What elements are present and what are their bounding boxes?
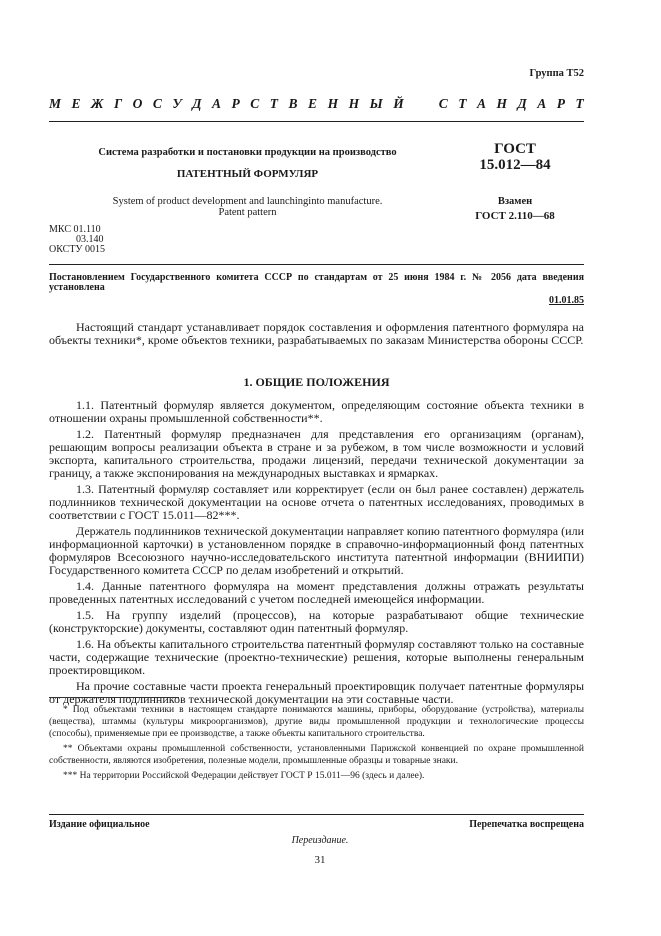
- heading-letter: Й: [393, 96, 404, 111]
- official-edition-label: Издание официальное: [49, 819, 150, 830]
- heading-letter: С: [152, 96, 162, 111]
- header-rule: [49, 121, 584, 122]
- group-code: Группа Т52: [529, 68, 584, 79]
- footnotes: [49, 704, 584, 785]
- standard-type-heading: [49, 96, 584, 112]
- heading-letter: М: [49, 96, 62, 111]
- heading-letter: С: [438, 96, 448, 111]
- heading-gap: [414, 96, 428, 112]
- gost-code-number: 15.012—84: [479, 157, 551, 173]
- replaces-label: Взамен: [497, 196, 533, 207]
- heading-letter: У: [172, 96, 182, 111]
- heading-letter: Е: [308, 96, 318, 111]
- paragraph: 1.5. На группу изделий (процессов), на которые разрабатывают общие технические (конструкторские) документы, составляют один патентный формуляр.: [49, 608, 584, 635]
- heading-letter: С: [250, 96, 260, 111]
- footnote: * Под объектами техники в настоящем стандарте понимаются машины, приборы, оборудование (устройства), материалы (вещества), штаммы (культуры микроорганизмов), другие виды промышленной продукции и технологические процессы (способы), применяемые при ее производстве, а также объекты капитального строительства.: [49, 705, 584, 739]
- effective-date: 01.01.85: [549, 295, 584, 306]
- footnote: *** На территории Российской Федерации действует ГОСТ Р 15.011—96 (здесь и далее).: [63, 771, 425, 781]
- heading-letter: Е: [71, 96, 81, 111]
- standard-name-ru: ПАТЕНТНЫЙ ФОРМУЛЯР: [176, 168, 319, 180]
- heading-letter: Р: [556, 96, 565, 111]
- heading-letter: В: [288, 96, 298, 111]
- heading-letter: Р: [231, 96, 240, 111]
- footer-rule: [49, 814, 584, 815]
- decree-rule: [49, 264, 584, 265]
- footnote-separator: [49, 697, 179, 698]
- classification-codes: [49, 225, 105, 255]
- heading-letter: Д: [192, 96, 202, 111]
- heading-letter: Н: [327, 96, 339, 111]
- heading-letter: Н: [348, 96, 360, 111]
- reissue-label: Переиздание.: [291, 835, 349, 846]
- heading-letter: Д: [517, 96, 527, 111]
- replaces-code: ГОСТ 2.110—68: [475, 210, 555, 222]
- intro-paragraph: [49, 321, 584, 347]
- section-heading: 1. ОБЩИЕ ПОЛОЖЕНИЯ: [243, 375, 390, 389]
- system-title: Система разработки и постановки продукции на производство: [98, 147, 397, 158]
- intro-text: Настоящий стандарт устанавливает порядок составления и оформления патентного формуляра на объекты техники*, кроме объектов техники, разрабатываемых по заказам Министерства обороны СССР.: [49, 320, 584, 347]
- footnote: ** Объектами охраны промышленной собственности, установленными Парижской конвенцией по охране промышленной собственности, являются изобретения, полезные модели, промышленные образцы и товарные знаки.: [49, 744, 584, 766]
- mks-code: МКС 01.110: [49, 224, 101, 235]
- paragraph: 1.2. Патентный формуляр предназначен для представления его организациям (органам), решающим вопросы реализации объекта в стране и за рубежом, в том числе возможности и условий экспорта, капитального строительства, продажи лицензий, передачи технической документации за границу, а также экспонирования на международных выставках и ярмарках.: [49, 427, 584, 480]
- section-body: [49, 399, 584, 709]
- paragraph: 1.4. Данные патентного формуляра на момент представления должны отражать результаты проведенных патентных исследований с учетом последней имеющейся информации.: [49, 579, 584, 606]
- paragraph: На прочие составные части проекта генеральный проектировщик получает патентные формуляры от держателя подлинников технической документации на эти составные части.: [49, 679, 584, 706]
- gost-code-label: ГОСТ: [494, 141, 536, 157]
- standard-name-en: System of product development and launchinginto manufacture. Patent pattern: [112, 196, 383, 218]
- decree-text: Постановлением Государственного комитета СССР по стандартам от 25 июня 1984 г. № 2056 дата введения установлена: [49, 272, 584, 293]
- heading-letter: А: [212, 96, 222, 111]
- okstu-code: ОКСТУ 0015: [49, 244, 106, 255]
- page-number: 31: [314, 854, 326, 866]
- heading-letter: Ы: [369, 96, 383, 111]
- heading-letter: Г: [113, 96, 123, 111]
- paragraph: Держатель подлинников технической документации направляет копию патентного формуляра (или информационной карточки) в установленном порядке в справочно-информационный фонд патентных формуляров Всесоюзного научно-исследовательского института патентной информации (ВНИИПИ) Государственного комитета СССР по делам изобретений и открытий.: [49, 524, 584, 577]
- heading-letter: А: [476, 96, 486, 111]
- heading-letter: Н: [496, 96, 507, 111]
- reprint-prohibited-label: Перепечатка воспрещена: [469, 819, 584, 830]
- heading-letter: Т: [458, 96, 467, 111]
- heading-letter: Т: [269, 96, 279, 111]
- mks-code-2: 03.140: [76, 234, 104, 245]
- heading-letter: Ж: [91, 96, 104, 111]
- paragraph: 1.1. Патентный формуляр является документом, определяющим состояние объекта техники в отношении охраны промышленной собственности**.: [49, 398, 584, 425]
- heading-letter: О: [132, 96, 143, 111]
- heading-letter: А: [537, 96, 547, 111]
- gost-code-block: [445, 141, 585, 222]
- heading-letter: Т: [575, 96, 584, 111]
- paragraph: 1.6. На объекты капитального строительства патентный формуляр составляют только на составные части, содержащие технические (проектно-технические) решения, которые выполнены генеральным проектировщиком.: [49, 637, 584, 677]
- paragraph: 1.3. Патентный формуляр составляет или корректирует (если он был ранее составлен) держатель подлинников технической документации на основе отчета о патентных исследованиях, проводимых в соответствии с ГОСТ 15.011—82***.: [49, 482, 584, 522]
